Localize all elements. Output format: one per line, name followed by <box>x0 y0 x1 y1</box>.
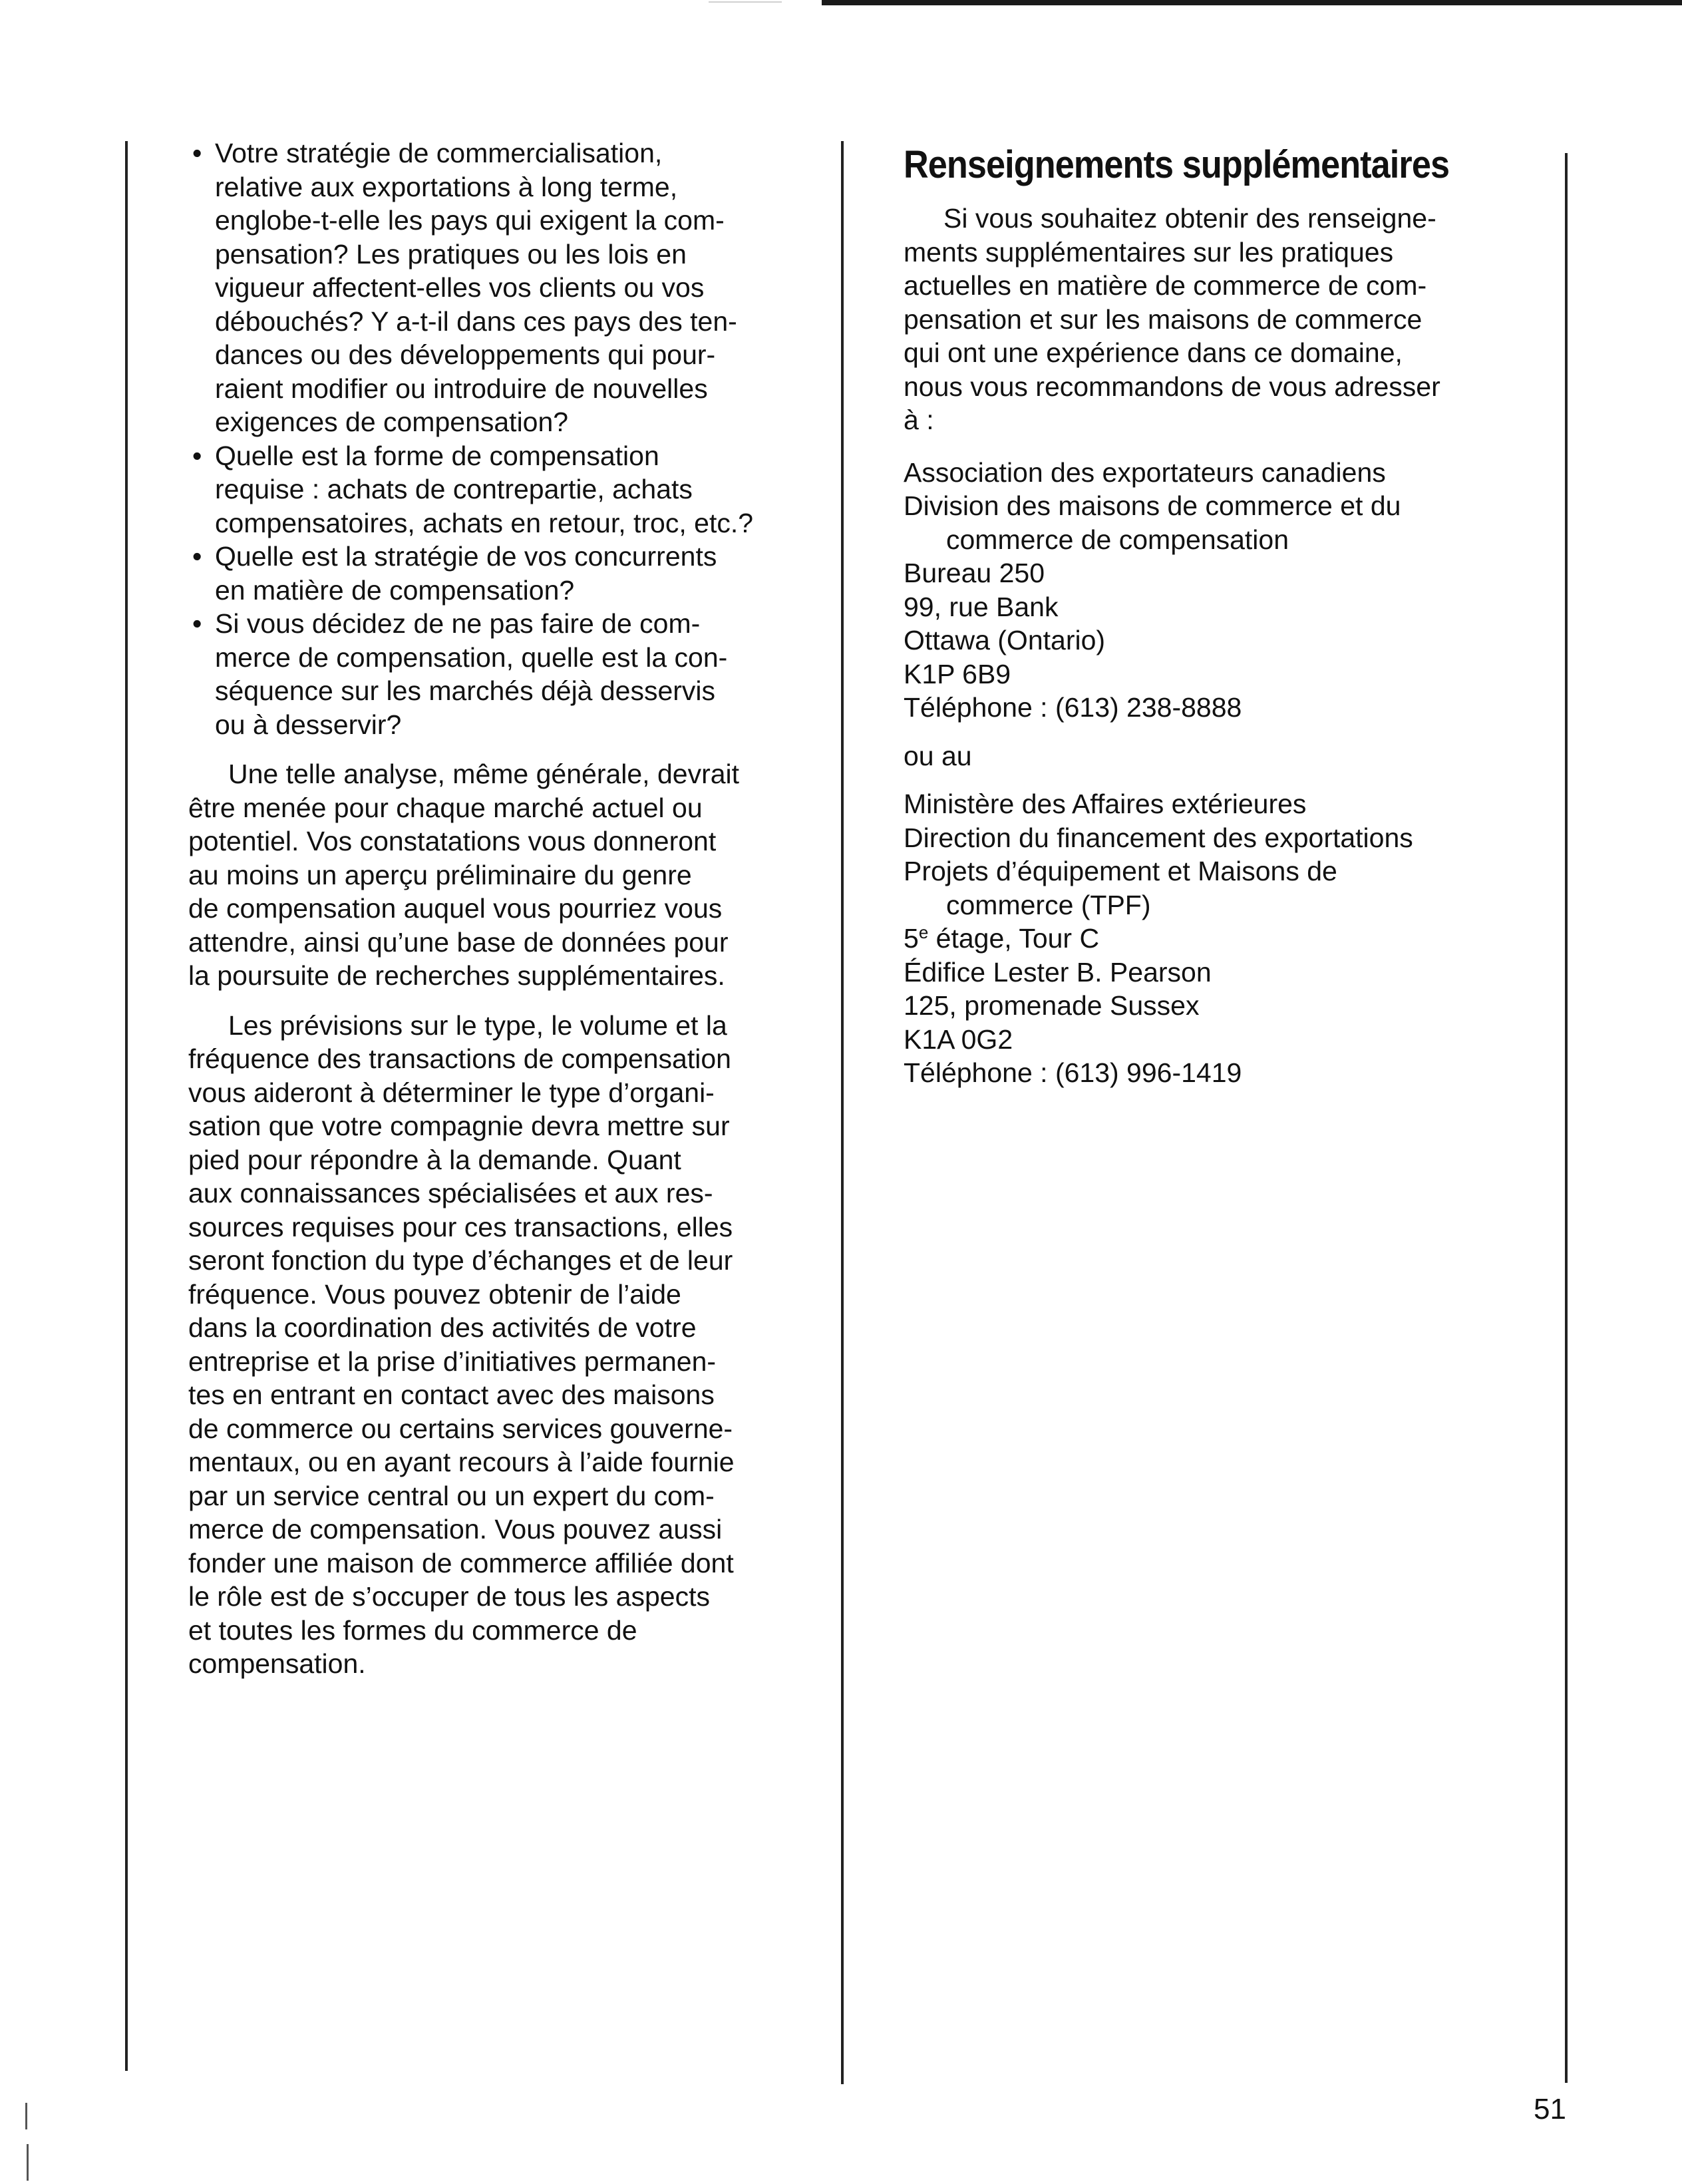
bullet-dot: • <box>192 608 202 639</box>
address-ministry <box>904 787 1542 1090</box>
paragraph-forecasts <box>188 1009 787 1681</box>
bullet-line: vigueur affectent-elles vos clients ou vos <box>215 272 705 303</box>
right-column-rule <box>1565 153 1568 2083</box>
address-cea <box>904 456 1542 725</box>
intro-line: à : <box>904 405 934 435</box>
scan-speck-1 <box>25 2103 27 2129</box>
paragraph-line: compensation. <box>188 1648 366 1679</box>
bullet-line: ou à desservir? <box>215 709 402 740</box>
bullet-line: dances ou des développements qui pour- <box>215 339 716 370</box>
address-street: 99, rue Bank <box>904 591 1059 622</box>
address-postal: K1P 6B9 <box>904 658 1011 689</box>
page-number: 51 <box>1534 2093 1566 2125</box>
left-column-rule <box>125 141 128 2071</box>
top-rule <box>822 0 1682 5</box>
paragraph-line: de commerce ou certains services gouverne- <box>188 1413 733 1444</box>
floor-rest: étage, Tour C <box>928 923 1100 954</box>
bullet-line: Quelle est la forme de compensation <box>215 440 659 471</box>
paragraph-line: fonder une maison de commerce affiliée dont <box>188 1547 734 1578</box>
address-projects-cont: commerce (TPF) <box>946 889 1151 920</box>
bullet-line: merce de compensation, quelle est la con- <box>215 641 728 673</box>
paragraph-line: vous aideront à déterminer le type d’organi- <box>188 1077 715 1108</box>
bullet-item <box>188 607 787 741</box>
paragraph-line: Une telle analyse, même générale, devrait <box>228 759 740 789</box>
address-phone: Téléphone : (613) 238-8888 <box>904 692 1242 723</box>
paragraph-line: le rôle est de s’occuper de tous les aspects <box>188 1581 710 1612</box>
bullet-item <box>188 540 787 607</box>
address-separator: ou au <box>904 740 972 771</box>
address-office: Bureau 250 <box>904 558 1045 588</box>
paragraph-line: pied pour répondre à la demande. Quant <box>188 1144 681 1175</box>
bullet-line: requise : achats de contrepartie, achats <box>215 474 693 504</box>
bullet-line: séquence sur les marchés déjà desservis <box>215 675 716 706</box>
bullet-line: compensatoires, achats en retour, troc, etc.? <box>215 507 754 538</box>
bullet-line: englobe-t-elle les pays qui exigent la com- <box>215 205 725 236</box>
address-org: Ministère des Affaires extérieures <box>904 789 1307 819</box>
bullet-item <box>188 439 787 540</box>
paragraph-line: de compensation auquel vous pourriez vous <box>188 893 723 924</box>
paragraph-line: mentaux, ou en ayant recours à l’aide fournie <box>188 1447 735 1477</box>
paragraph-line: la poursuite de recherches supplémentaires. <box>188 960 725 991</box>
bullet-line: pensation? Les pratiques ou les lois en <box>215 238 687 270</box>
paragraph-analysis <box>188 757 787 993</box>
paragraph-line: fréquence. Vous pouvez obtenir de l’aide <box>188 1278 681 1310</box>
paragraph-line: par un service central ou un expert du com- <box>188 1480 715 1511</box>
paragraph-line: entreprise et la prise d’initiatives permanen- <box>188 1346 717 1377</box>
top-rule-faint <box>709 1 782 3</box>
center-column-rule <box>841 141 844 2084</box>
section-heading: Renseignements supplémentaires <box>904 143 1450 186</box>
address-division-cont: commerce de compensation <box>946 524 1289 555</box>
bullet-line: débouchés? Y a-t-il dans ces pays des ten- <box>215 305 737 337</box>
address-postal: K1A 0G2 <box>904 1023 1013 1055</box>
bullet-line: Votre stratégie de commercialisation, <box>215 138 663 168</box>
paragraph-line: et toutes les formes du commerce de <box>188 1614 637 1646</box>
address-org: Association des exportateurs canadiens <box>904 456 1386 488</box>
paragraph-line: merce de compensation. Vous pouvez aussi <box>188 1514 723 1545</box>
bullet-item <box>188 136 787 439</box>
intro-line: ments supplémentaires sur les pratiques <box>904 236 1394 268</box>
paragraph-line: seront fonction du type d’échanges et de leur <box>188 1245 733 1276</box>
bullet-line: en matière de compensation? <box>215 574 575 606</box>
address-phone: Téléphone : (613) 996-1419 <box>904 1057 1242 1088</box>
bullet-line: Quelle est la stratégie de vos concurrents <box>215 541 717 572</box>
paragraph-line: sation que votre compagnie devra mettre sur <box>188 1111 730 1141</box>
address-floor <box>904 922 1542 956</box>
address-building: Édifice Lester B. Pearson <box>904 956 1212 988</box>
paragraph-line: aux connaissances spécialisées et aux res- <box>188 1178 713 1208</box>
bullet-dot: • <box>192 541 202 572</box>
paragraph-line: tes en entrant en contact avec des maisons <box>188 1379 715 1410</box>
paragraph-line: dans la coordination des activités de votre <box>188 1312 697 1343</box>
intro-line: nous vous recommandons de vous adresser <box>904 371 1440 402</box>
paragraph-line: Les prévisions sur le type, le volume et la <box>228 1009 727 1041</box>
bullet-line: Si vous décidez de ne pas faire de com- <box>215 608 701 639</box>
address-street: 125, promenade Sussex <box>904 990 1200 1021</box>
intro-paragraph <box>904 202 1542 437</box>
paragraph-line: au moins un aperçu préliminaire du genre <box>188 859 692 890</box>
address-projects: Projets d’équipement et Maisons de <box>904 856 1337 886</box>
intro-line: qui ont une expérience dans ce domaine, <box>904 337 1403 368</box>
floor-ordinal: e <box>918 922 929 942</box>
paragraph-line: être menée pour chaque marché actuel ou <box>188 792 703 823</box>
bullet-dot: • <box>192 440 202 471</box>
floor-number: 5 <box>904 923 919 954</box>
intro-line: Si vous souhaitez obtenir des renseigne- <box>943 203 1436 234</box>
address-city: Ottawa (Ontario) <box>904 625 1106 655</box>
address-division: Division des maisons de commerce et du <box>904 490 1401 521</box>
paragraph-line: sources requises pour ces transactions, elles <box>188 1211 733 1242</box>
bullet-line: raient modifier ou introduire de nouvelles <box>215 373 708 404</box>
left-column <box>188 136 787 1681</box>
paragraph-line: potentiel. Vos constatations vous donneront <box>188 826 717 856</box>
scan-speck-2 <box>27 2144 29 2181</box>
paragraph-line: attendre, ainsi qu’une base de données pour <box>188 926 729 958</box>
address-direction: Direction du financement des exportations <box>904 822 1413 853</box>
bullet-line: exigences de compensation? <box>215 407 569 437</box>
paragraph-line: fréquence des transactions de compensation <box>188 1043 731 1074</box>
intro-line: pensation et sur les maisons de commerce <box>904 303 1423 335</box>
right-column <box>904 143 1542 1090</box>
bullet-dot: • <box>192 138 202 168</box>
intro-line: actuelles en matière de commerce de com- <box>904 270 1427 301</box>
bullet-line: relative aux exportations à long terme, <box>215 171 678 202</box>
bullet-list <box>188 136 787 741</box>
